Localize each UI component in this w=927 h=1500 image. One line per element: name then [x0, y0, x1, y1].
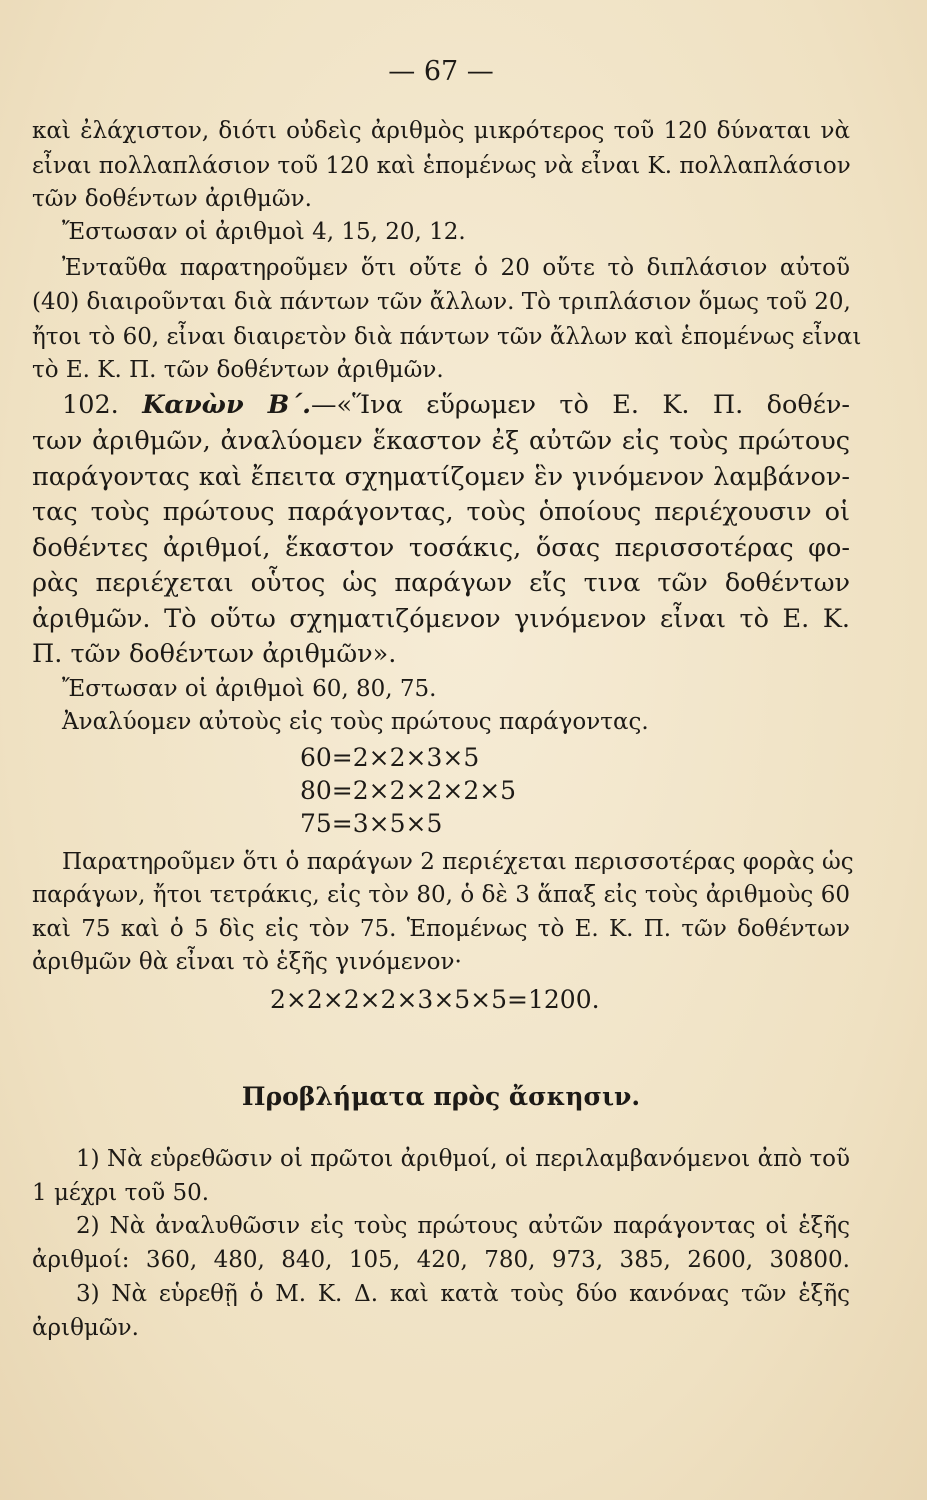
- text-line: ἀριθμῶν θὰ εἶναι τὸ ἑξῆς γινόμενον·: [32, 949, 462, 975]
- result-equation: 2×2×2×2×3×5×5=1200.: [270, 985, 600, 1014]
- page-number: — 67 —: [388, 56, 494, 87]
- rule-first-line: [62, 390, 850, 420]
- rule-line: ἀριθμῶν. Τὸ οὕτω σχηματιζόμενον γινόμενον εἶναι τὸ Ε. Κ.: [32, 604, 850, 634]
- text-line: Ἐνταῦθα παρατηροῦμεν ὅτι οὔτε ὁ 20 οὔτε τὸ διπλάσιον αὐτοῦ: [62, 255, 850, 281]
- rule-line: των ἀριθμῶν, ἀναλύομεν ἕκαστον ἐξ αὐτῶν εἰς τοὺς πρώτους: [32, 426, 850, 456]
- exercise-line: 1) Νὰ εὑρεθῶσιν οἱ πρῶτοι ἀριθμοί, οἱ περιλαμβανόμενοι ἀπὸ τοῦ: [76, 1146, 850, 1172]
- text-line: εἶναι πολλαπλάσιον τοῦ 120 καὶ ἑπομένως νὰ εἶναι Κ. πολλαπλάσιον: [32, 153, 851, 179]
- text-line: Ἔστωσαν οἱ ἀριθμοὶ 60, 80, 75.: [62, 676, 437, 702]
- exercise-line: ἀριθμῶν.: [32, 1315, 139, 1341]
- factorization: 75=3×5×5: [300, 809, 443, 838]
- text-line: ἤτοι τὸ 60, εἶναι διαιρετὸν διὰ πάντων τῶν ἄλλων καὶ ἑπομένως εἶναι: [32, 324, 862, 350]
- text-line: τῶν δοθέντων ἀριθμῶν.: [32, 186, 312, 212]
- rule-number: 102.: [62, 390, 119, 420]
- text-line: τὸ Ε. Κ. Π. τῶν δοθέντων ἀριθμῶν.: [32, 357, 444, 383]
- rule-line: παράγοντας καὶ ἔπειτα σχηματίζομεν ἓν γινόμενον λαμβάνον-: [32, 462, 850, 492]
- text-line: Παρατηροῦμεν ὅτι ὁ παράγων 2 περιέχεται περισσοτέρας φορὰς ὡς: [62, 849, 854, 875]
- factorization: 80=2×2×2×2×5: [300, 776, 517, 805]
- rule-line: ρὰς περιέχεται οὗτος ὡς παράγων εἴς τινα τῶν δοθέντων: [32, 568, 850, 598]
- rule-first-line-text: —«Ἵνα εὕρωμεν τὸ Ε. Κ. Π. δοθέν-: [311, 390, 851, 420]
- text-line: καὶ ἐλάχιστον, διότι οὐδεὶς ἀριθμὸς μικρότερος τοῦ 120 δύναται νὰ: [32, 118, 850, 144]
- text-line: (40) διαιροῦνται διὰ πάντων τῶν ἄλλων. Τὸ τριπλάσιον ὅμως τοῦ 20,: [32, 289, 851, 315]
- book-page: [32, 0, 862, 1500]
- rule-label: Κανὼν Β΄.: [142, 390, 311, 420]
- factorization: 60=2×2×3×5: [300, 743, 480, 772]
- rule-line: τας τοὺς πρώτους παράγοντας, τοὺς ὁποίους περιέχουσιν οἱ: [32, 497, 850, 527]
- exercise-line: 3) Νὰ εὑρεθῇ ὁ Μ. Κ. Δ. καὶ κατὰ τοὺς δύο κανόνας τῶν ἑξῆς: [76, 1281, 850, 1307]
- exercise-line: 1 μέχρι τοῦ 50.: [32, 1180, 210, 1206]
- exercises-heading: Προβλήματα πρὸς ἄσκησιν.: [241, 1082, 641, 1111]
- text-line: Ἔστωσαν οἱ ἀριθμοὶ 4, 15, 20, 12.: [62, 219, 466, 245]
- exercise-line: 2) Νὰ ἀναλυθῶσιν εἰς τοὺς πρώτους αὐτῶν παράγοντας οἱ ἑξῆς: [76, 1213, 850, 1239]
- text-line: παράγων, ἤτοι τετράκις, εἰς τὸν 80, ὁ δὲ 3 ἅπαξ εἰς τοὺς ἀριθμοὺς 60: [32, 882, 850, 908]
- rule-line: Π. τῶν δοθέντων ἀριθμῶν».: [32, 639, 397, 669]
- exercise-line: ἀριθμοί: 360, 480, 840, 105, 420, 780, 973, 385, 2600, 30800.: [32, 1247, 850, 1273]
- text-line: Ἀναλύομεν αὐτοὺς εἰς τοὺς πρώτους παράγοντας.: [62, 709, 649, 735]
- rule-line: δοθέντες ἀριθμοί, ἕκαστον τοσάκις, ὅσας περισσοτέρας φο-: [32, 533, 850, 563]
- text-line: καὶ 75 καὶ ὁ 5 δὶς εἰς τὸν 75. Ἑπομένως τὸ Ε. Κ. Π. τῶν δοθέντων: [32, 916, 850, 942]
